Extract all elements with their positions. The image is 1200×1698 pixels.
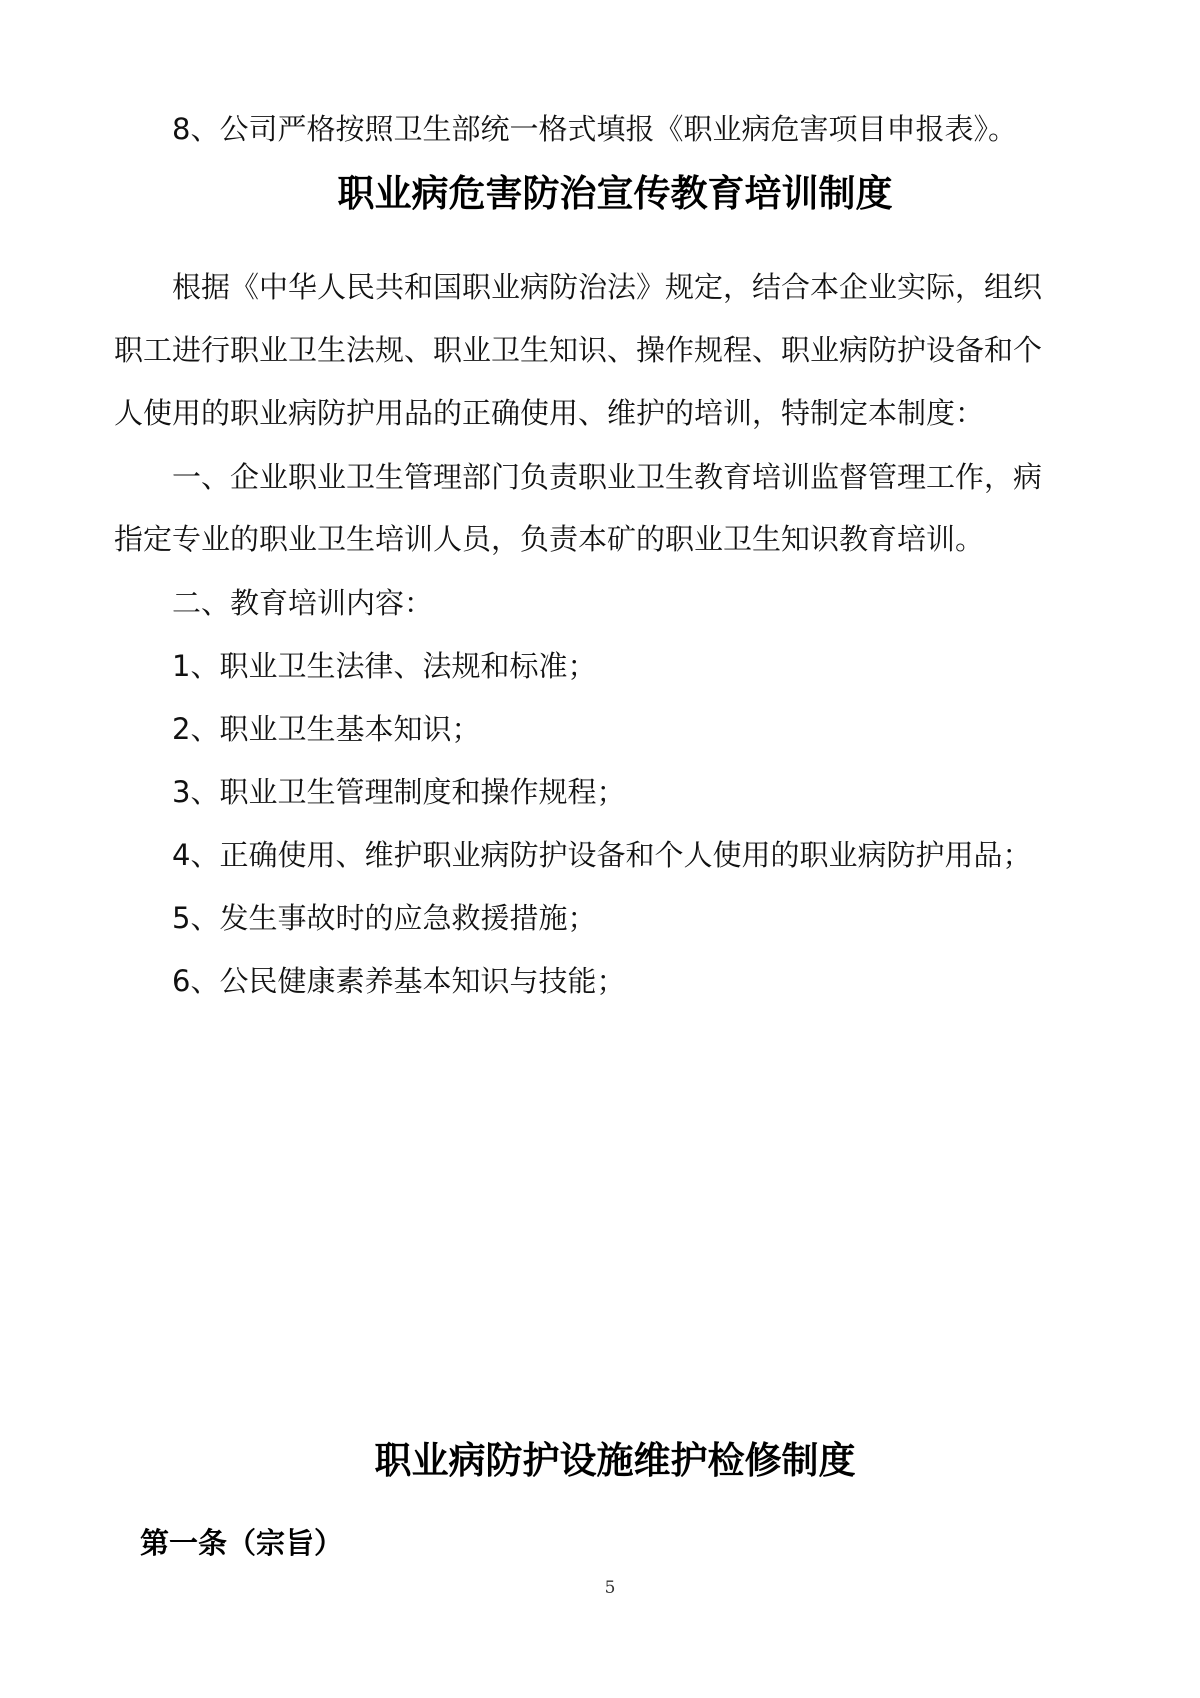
paragraph-line: 根据《中华人民共和国职业病防治法》规定，结合本企业实际，组织 [172, 270, 1043, 304]
list-item: 4、正确使用、维护职业病防护设备和个人使用的职业病防护用品； [172, 838, 1032, 872]
paragraph-line: 职工进行职业卫生法规、职业卫生知识、操作规程、职业病防护设备和个 [114, 333, 1043, 367]
article-heading: 第一条（宗旨） [140, 1526, 344, 1560]
list-item: 6、公民健康素养基本知识与技能； [172, 964, 626, 998]
paragraph-line: 一、企业职业卫生管理部门负责职业卫生教育培训监督管理工作，病 [172, 460, 1043, 494]
section-title-maintenance: 职业病防护设施维护检修制度 [374, 1439, 856, 1482]
list-item: 3、职业卫生管理制度和操作规程； [172, 775, 626, 809]
section-title-training: 职业病危害防治宣传教育培训制度 [337, 172, 893, 215]
subsection-title: 二、教育培训内容： [172, 586, 434, 620]
list-item-8: 8、公司严格按照卫生部统一格式填报《职业病危害项目申报表》。 [172, 112, 1017, 146]
paragraph-line: 人使用的职业病防护用品的正确使用、维护的培训，特制定本制度： [114, 396, 985, 430]
page-number: 5 [604, 1578, 616, 1598]
paragraph-line: 指定专业的职业卫生培训人员，负责本矿的职业卫生知识教育培训。 [114, 522, 985, 556]
list-item: 5、发生事故时的应急救援措施； [172, 901, 597, 935]
list-item: 2、职业卫生基本知识； [172, 712, 481, 746]
list-item: 1、职业卫生法律、法规和标准； [172, 649, 597, 683]
